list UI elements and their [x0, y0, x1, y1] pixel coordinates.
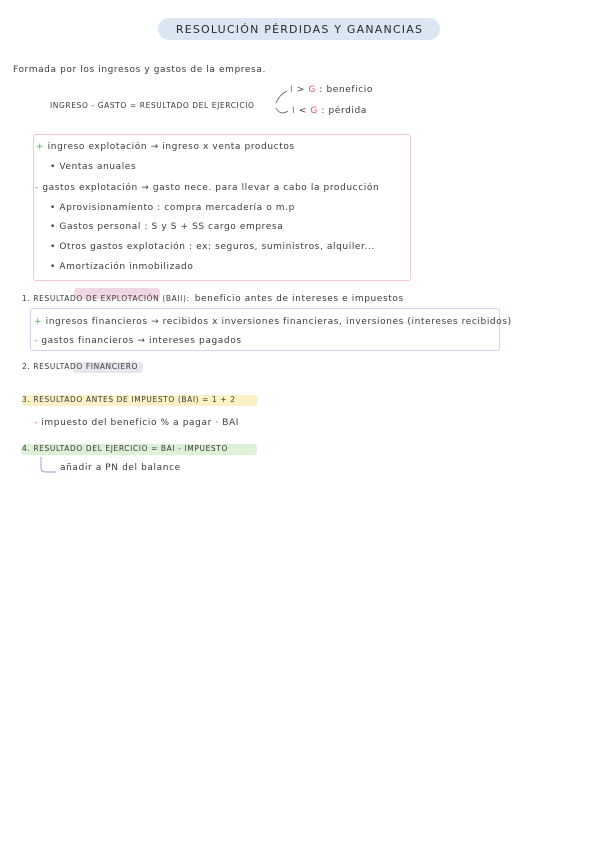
- result-1-label: 1. RESULTADO DE EXPLOTACIÓN (BAII):: [22, 294, 190, 303]
- plus-sign: +: [34, 317, 43, 327]
- result-4-label: 4. RESULTADO DEL EJERCICIO = BAI - IMPUESTO: [22, 444, 228, 453]
- financiero-income: [34, 317, 512, 327]
- explotacion-income: [36, 142, 295, 152]
- arrow-down-icon: [276, 108, 288, 113]
- list-item: • Otros gastos explotación : ex: seguros, suministros, alquiler...: [50, 242, 375, 252]
- result-3-sub-text: impuesto del beneficio % a pagar · BAI: [41, 418, 240, 428]
- result-4-sub: añadir a PN del balance: [60, 463, 181, 473]
- branch-result: : pérdida: [321, 106, 367, 116]
- formula-text: INGRESO - GASTO = RESULTADO DEL EJERCICIO: [50, 101, 255, 110]
- list-item: • Amortización inmobilizado: [50, 262, 194, 272]
- arrow-return-icon: [41, 457, 56, 472]
- branch-result: : beneficio: [319, 85, 374, 95]
- intro-text: Formada por los ingresos y gastos de la empresa.: [13, 65, 266, 75]
- explotacion-expense: [35, 183, 379, 193]
- list-item: • Gastos personal : S y S + SS cargo empresa: [50, 222, 284, 232]
- branch-g: G: [310, 106, 318, 116]
- plus-sign: +: [36, 142, 45, 152]
- financiero-income-text: ingresos financieros → recibidos x inversiones financieras, inversiones (intereses recibidos): [45, 317, 512, 327]
- arrow-up-icon: [276, 91, 287, 103]
- explotacion-income-text: ingreso explotación → ingreso x venta productos: [47, 142, 295, 152]
- branch-g: G: [308, 85, 316, 95]
- branch-op: >: [296, 85, 305, 95]
- minus-sign: -: [34, 336, 38, 346]
- explotacion-income-item: • Ventas anuales: [50, 162, 137, 172]
- result-2-label: 2. RESULTADO FINANCIERO: [22, 362, 139, 371]
- result-3-label: 3. RESULTADO ANTES DE IMPUESTO (BAI) = 1 + 2: [22, 395, 236, 404]
- page-title: RESOLUCIÓN PÉRDIDAS Y GANANCIAS: [175, 23, 424, 36]
- minus-sign: -: [34, 418, 38, 428]
- branch-i: I: [290, 85, 294, 95]
- result-1: [22, 286, 404, 305]
- branch-op: <: [298, 106, 307, 116]
- result-3-sub: [34, 418, 239, 428]
- explotacion-expense-text: gastos explotación → gasto nece. para llevar a cabo la producción: [42, 183, 380, 193]
- minus-sign: -: [35, 183, 39, 193]
- financiero-expense: [34, 336, 242, 346]
- branch-beneficio: [290, 85, 373, 95]
- result-1-desc: beneficio antes de intereses e impuestos: [194, 294, 404, 304]
- financiero-expense-text: gastos financieros → intereses pagados: [41, 336, 242, 346]
- branch-perdida: [292, 106, 367, 116]
- branch-i: I: [292, 106, 296, 116]
- list-item: • Aprovisionamiento : compra mercadería o m.p: [50, 203, 295, 213]
